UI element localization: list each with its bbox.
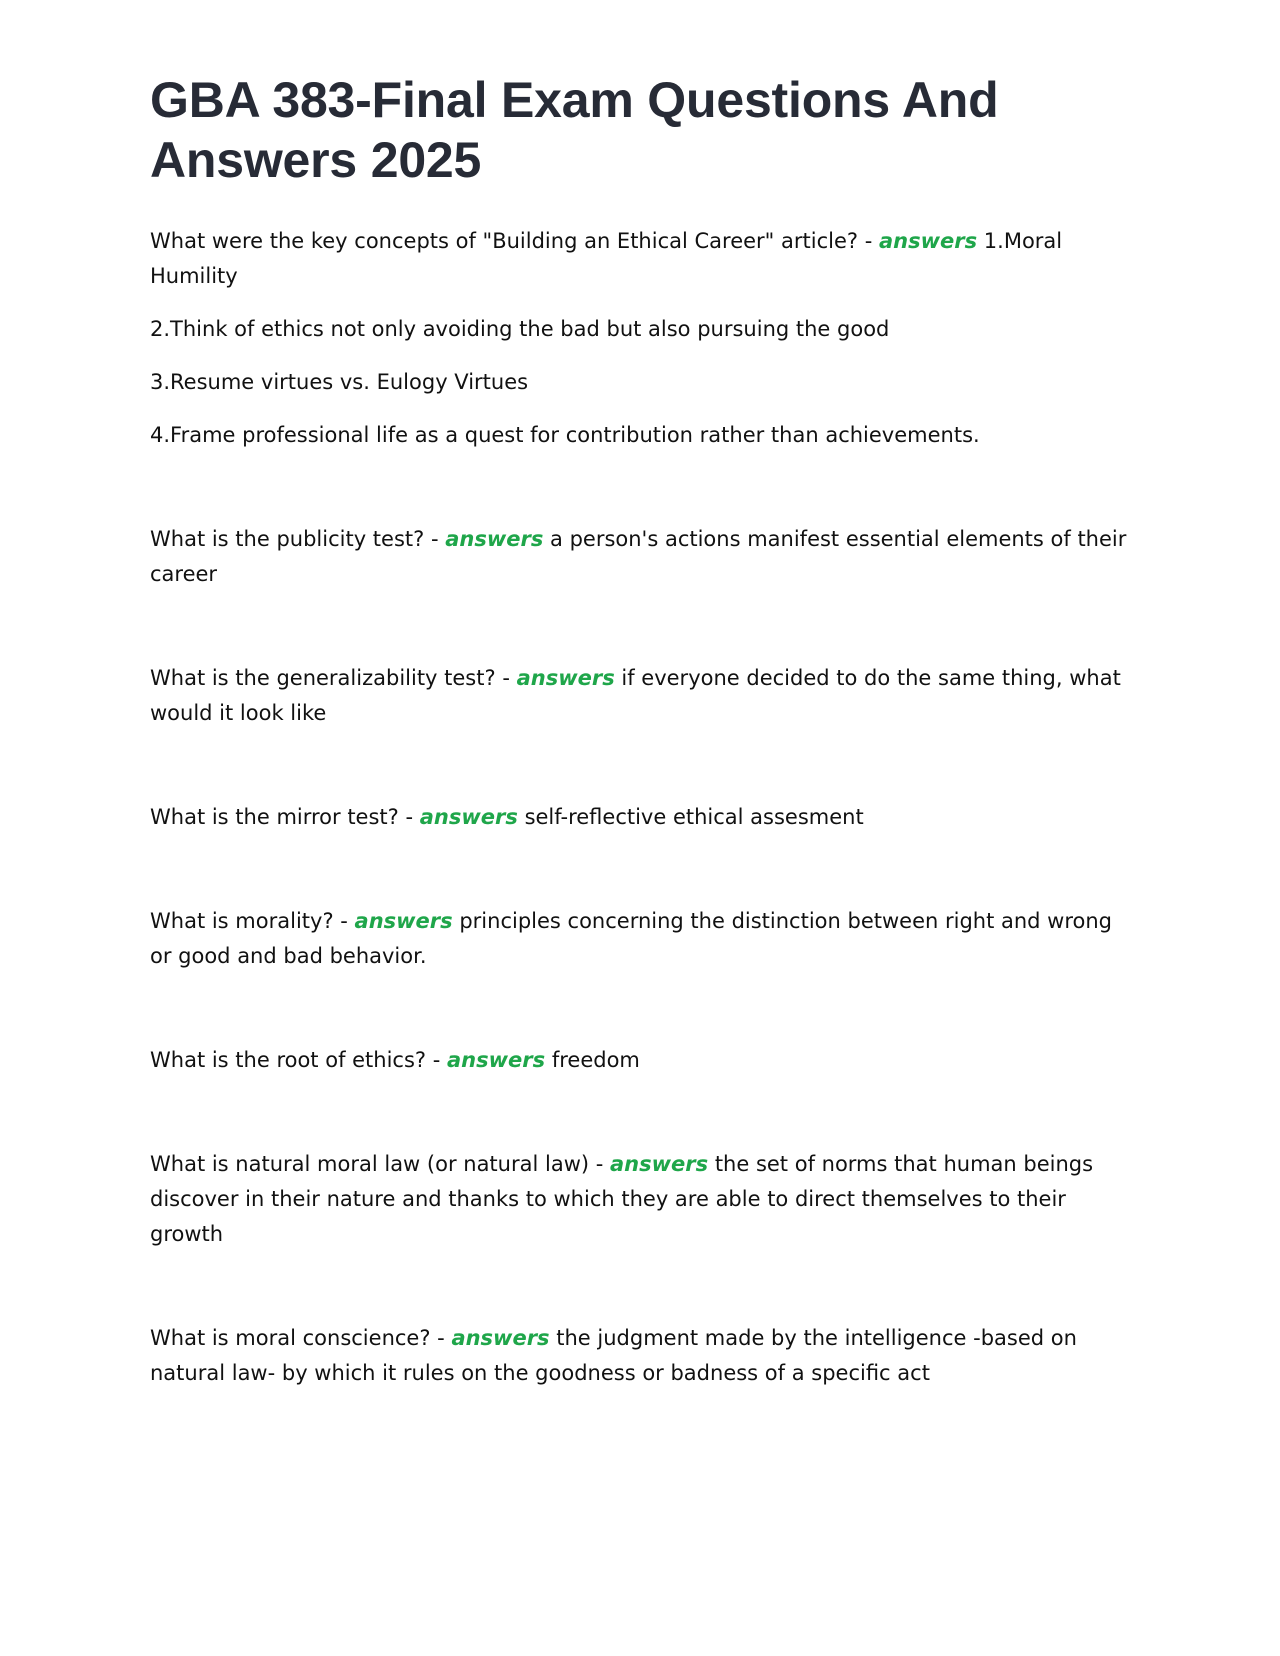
question-text: What is morality?	[150, 909, 334, 933]
question-text: What is the publicity test?	[150, 527, 425, 551]
answer-text: principles concerning the distinction between right and wrong or good and bad behavior.	[150, 909, 1113, 968]
qa-item	[150, 904, 1130, 974]
qa-item	[150, 522, 1130, 592]
answer-text: a person's actions manifest essential elements of their career	[150, 527, 1127, 586]
qa-item	[150, 800, 1130, 835]
answer-text: if everyone decided to do the same thing, what would it look like	[150, 666, 1121, 725]
answer-subpoint: 4.Frame professional life as a quest for contribution rather than achievements.	[150, 423, 980, 447]
question-text: What were the key concepts of "Building an Ethical Career" article?	[150, 229, 859, 253]
answers-label: answers	[610, 1152, 709, 1176]
separator: -	[424, 527, 446, 551]
document-content	[150, 70, 1130, 1391]
qa-item	[150, 1043, 1130, 1078]
answers-label: answers	[516, 666, 615, 690]
separator: -	[426, 1048, 448, 1072]
separator: -	[430, 1326, 452, 1350]
answers-label: answers	[419, 805, 518, 829]
answers-label: answers	[445, 527, 544, 551]
qa-item	[150, 1321, 1130, 1391]
answers-label: answers	[354, 909, 453, 933]
answer-text: the set of norms that human beings discover in their nature and thanks to which they are able to direct themselves to their growth	[150, 1152, 1094, 1246]
question-text: What is the root of ethics?	[150, 1048, 427, 1072]
qa-item	[150, 224, 1130, 294]
qa-item	[150, 1147, 1130, 1252]
separator: -	[398, 805, 420, 829]
page-title: GBA 383-Final Exam Questions And Answers 2025	[150, 72, 999, 188]
answer-text: freedom	[551, 1048, 640, 1072]
question-text: What is moral conscience?	[150, 1326, 431, 1350]
answer-text: self-reflective ethical assesment	[524, 805, 864, 829]
answers-label: answers	[447, 1048, 546, 1072]
answer-text: the judgment made by the intelligence -based on natural law- by which it rules on the goodness or badness of a specific act	[150, 1326, 1077, 1385]
question-text: What is natural moral law (or natural law)	[150, 1152, 590, 1176]
answer-subpoint: 3.Resume virtues vs. Eulogy Virtues	[150, 370, 529, 394]
answer-text: 1.Moral Humility	[150, 229, 1063, 288]
separator: -	[589, 1152, 610, 1176]
answer-subpoint: 2.Think of ethics not only avoiding the bad but also pursuing the good	[150, 317, 890, 341]
answers-label: answers	[878, 229, 978, 253]
qa-item	[150, 661, 1130, 731]
question-text: What is the generalizability test?	[150, 666, 496, 690]
answers-label: answers	[451, 1326, 550, 1350]
separator: -	[333, 909, 355, 933]
separator: -	[858, 229, 879, 253]
question-text: What is the mirror test?	[150, 805, 399, 829]
separator: -	[495, 666, 517, 690]
